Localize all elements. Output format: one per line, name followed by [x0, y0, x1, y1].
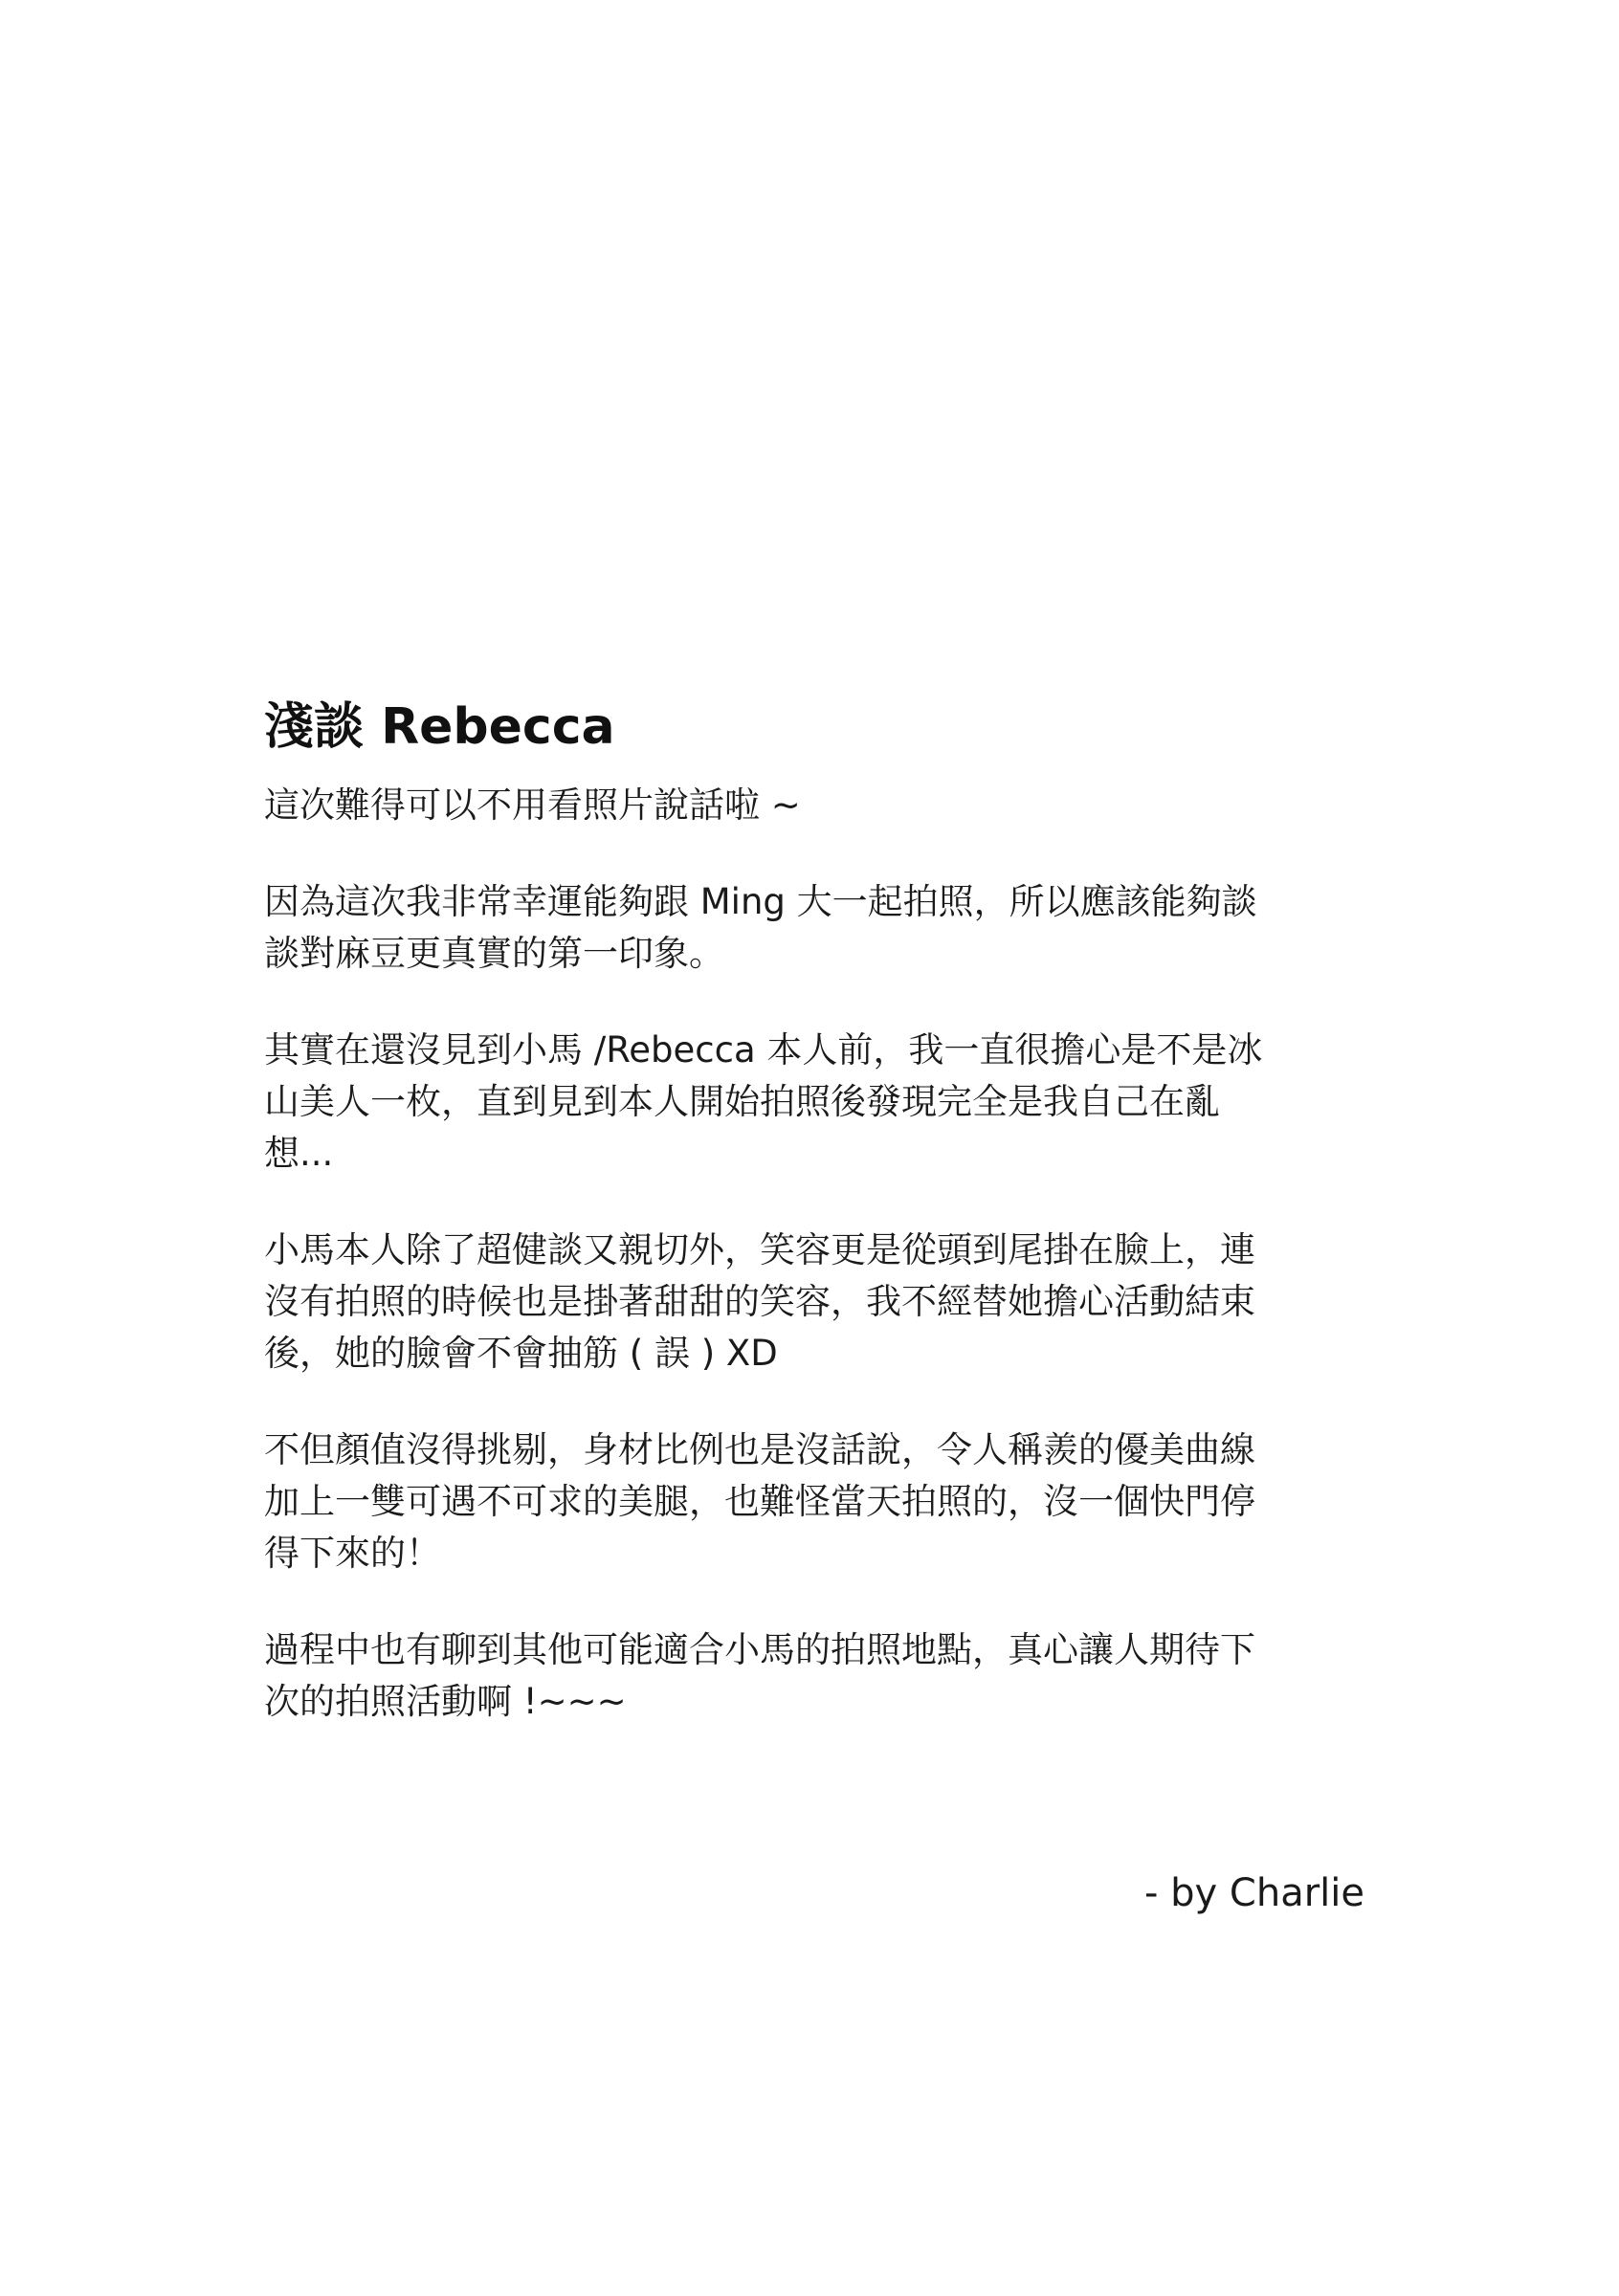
paragraph-line: 得下來的！: [264, 1533, 441, 1574]
article-title: 淺談 Rebecca: [264, 698, 615, 756]
paragraph-line: 加上一雙可遇不可求的美腿，也難怪當天拍照的，沒一個快門停: [264, 1481, 1255, 1522]
paragraph-line: 過程中也有聊到其他可能適合小馬的拍照地點，真心讓人期待下: [264, 1629, 1255, 1670]
paragraph-line: 其實在還沒見到小馬 /Rebecca 本人前，我一直很擔心是不是冰: [264, 1029, 1263, 1071]
paragraph-line: 因為這次我非常幸運能夠跟 Ming 大一起拍照，所以應該能夠談: [264, 881, 1257, 922]
paragraph-line: 想...: [264, 1133, 334, 1174]
paragraph-4: [264, 1225, 1364, 1380]
article: [264, 694, 1364, 1773]
paragraph-line: 沒有拍照的時候也是掛著甜甜的笑容，我不經替她擔心活動結束: [264, 1281, 1255, 1322]
paragraph-line: 小馬本人除了超健談又親切外，笑容更是從頭到尾掛在臉上，連: [264, 1229, 1255, 1270]
paragraph-line: 山美人一枚，直到見到本人開始拍照後發現完全是我自己在亂: [264, 1081, 1220, 1122]
paragraph-2: [264, 876, 1364, 980]
paragraph-line: 不但顏值沒得挑剔，身材比例也是沒話說，令人稱羨的優美曲線: [264, 1429, 1255, 1470]
paragraph-5: [264, 1424, 1364, 1579]
paragraph-3: [264, 1025, 1364, 1180]
paragraph-line: 談對麻豆更真實的第一印象。: [264, 933, 724, 974]
paragraph-line: 次的拍照活動啊 !~~~: [264, 1681, 627, 1722]
paragraph-1: [264, 780, 1364, 831]
signature: - by Charlie: [1144, 1871, 1364, 1915]
paragraph-6: [264, 1624, 1364, 1728]
paragraph-line: 這次難得可以不用看照片說話啦 ~: [264, 784, 801, 826]
paragraph-line: 後，她的臉會不會抽筋 ( 誤 ) XD: [264, 1333, 778, 1374]
